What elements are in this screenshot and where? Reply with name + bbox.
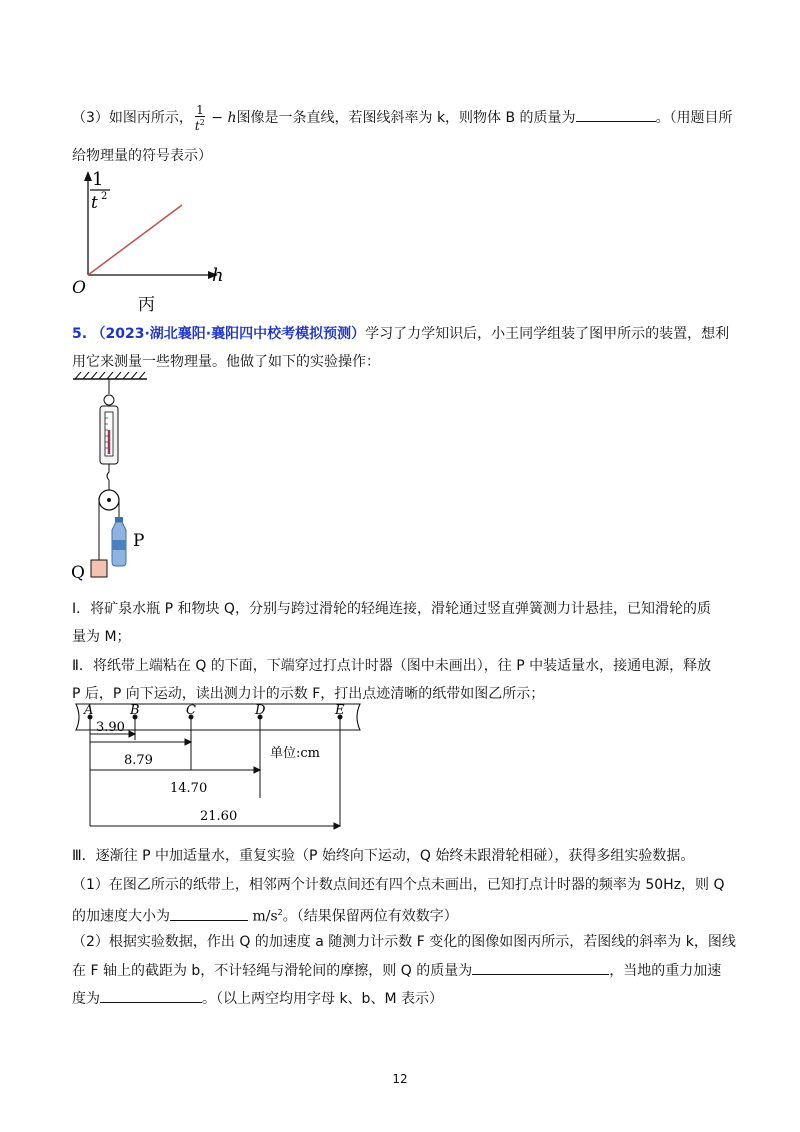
q3-text-2: 图像是一条直线，若图线斜率为 k，则物体 B 的质量为 (236, 110, 576, 126)
point-a: A (84, 703, 94, 718)
point-e: E (335, 703, 345, 718)
sub2-text-c: 度为 (72, 991, 100, 1007)
q5-text-1: 学习了力学知识后，小王同学组装了图甲所示的装置，想利 (365, 326, 730, 342)
label-p: P (133, 531, 145, 551)
q3-answer-blank[interactable] (576, 107, 656, 122)
q3-h: − h (206, 110, 237, 126)
sub2-text-b: ，当地的重力加速 (609, 963, 722, 979)
sub2-line-3 (72, 988, 732, 1009)
graph-caption: 丙 (138, 295, 155, 315)
q5-line-1 (72, 324, 732, 344)
bottle-label (112, 540, 126, 550)
distance-ae: 21.60 (200, 809, 238, 824)
graph-line (88, 205, 182, 275)
step-1-line-2: 量为 M； (72, 629, 131, 645)
sub2-text-d: 。（以上两空均用字母 k、b、M 表示） (202, 991, 443, 1007)
x-label: h (212, 265, 224, 286)
sub1-text-a: 的加速度大小为 (72, 908, 170, 925)
graph-bing (60, 165, 240, 315)
scale-hook (107, 464, 109, 480)
q3-text-3: 。（用题目所 (655, 110, 733, 126)
bottle-cap (115, 517, 123, 522)
sub1-line-2 (72, 903, 732, 927)
point-b: B (130, 703, 140, 718)
q3-line-1 (72, 104, 732, 132)
q5-source: （2023·湖北襄阳·襄阳四中校考模拟预测） (91, 326, 366, 342)
label-q: Q (71, 563, 85, 583)
point-d: D (255, 703, 266, 718)
y-label-den: t (91, 193, 98, 213)
ceiling-hatch (75, 372, 145, 379)
step-2-line-1: Ⅱ．将纸带上端粘在 Q 的下面，下端穿过打点计时器（图中未画出），往 P 中装适量水，接通电源，释放 (72, 658, 712, 674)
apparatus-diagram (65, 368, 165, 588)
sub1-text-b: 。（结果保留两位有效数字） (282, 908, 458, 925)
q5-line-2: 用它来测量一些物理量。他做了如下的实验操作： (72, 354, 380, 370)
sub2-line-1: （2）根据实验数据，作出 Q 的加速度 a 随测力计示数 F 变化的图像如图丙所示，若图线的斜率为 k，图线 (72, 934, 736, 950)
tape-unit: 单位:cm (270, 746, 320, 761)
q5-number: 5. (72, 326, 88, 342)
distance-ad: 14.70 (170, 781, 208, 796)
y-label-num: 1 (92, 169, 104, 190)
step-2-line-2: P 后，P 向下运动，读出测力计的示数 F，打出点迹清晰的纸带如图乙所示； (72, 686, 545, 702)
origin-label: O (72, 278, 86, 298)
sub2-gravity-blank[interactable] (100, 988, 202, 1003)
y-label-exp: 2 (101, 191, 108, 202)
step-1-line-1: Ⅰ．将矿泉水瓶 P 和物块 Q，分别与跨过滑轮的轻绳连接，滑轮通过竖直弹簧测力计悬挂，已知滑轮的质 (72, 601, 711, 617)
page-number: 12 (392, 1072, 408, 1086)
scale-ring (104, 395, 114, 405)
sub1-line-1: （1）在图乙所示的纸带上，相邻两个计数点间还有四个点未画出，已知打点计时器的频率为 50Hz，则 Q (72, 877, 725, 893)
sub2-text-a: 在 F 轴上的截距为 b，不计轻绳与滑轮间的摩擦，则 Q 的质量为 (72, 963, 473, 979)
pulley-axle (107, 498, 111, 502)
block-q (91, 560, 107, 577)
q3-fraction: $\frac{1}{t^2}$ (194, 103, 205, 133)
step-3: Ⅲ．逐渐往 P 中加适量水，重复实验（P 始终向下运动，Q 始终未跟滑轮相碰），获得多组实验数据。 (72, 848, 695, 864)
y-axis-arrow (84, 171, 92, 181)
q3-text-1: （3）如图丙所示， (72, 110, 193, 126)
sub2-mass-blank[interactable] (472, 960, 609, 975)
paper-tape-diagram (70, 700, 370, 835)
sub1-unit: m/s (252, 908, 278, 925)
sub1-unit-exp: 2 (277, 908, 283, 917)
sub1-answer-blank[interactable] (170, 906, 248, 921)
distance-ab: 3.90 (96, 720, 125, 735)
sub2-line-2 (72, 960, 732, 981)
point-c: C (186, 703, 196, 718)
q3-line-2: 给物理量的符号表示） (72, 148, 212, 164)
distance-ac: 8.79 (124, 753, 153, 768)
